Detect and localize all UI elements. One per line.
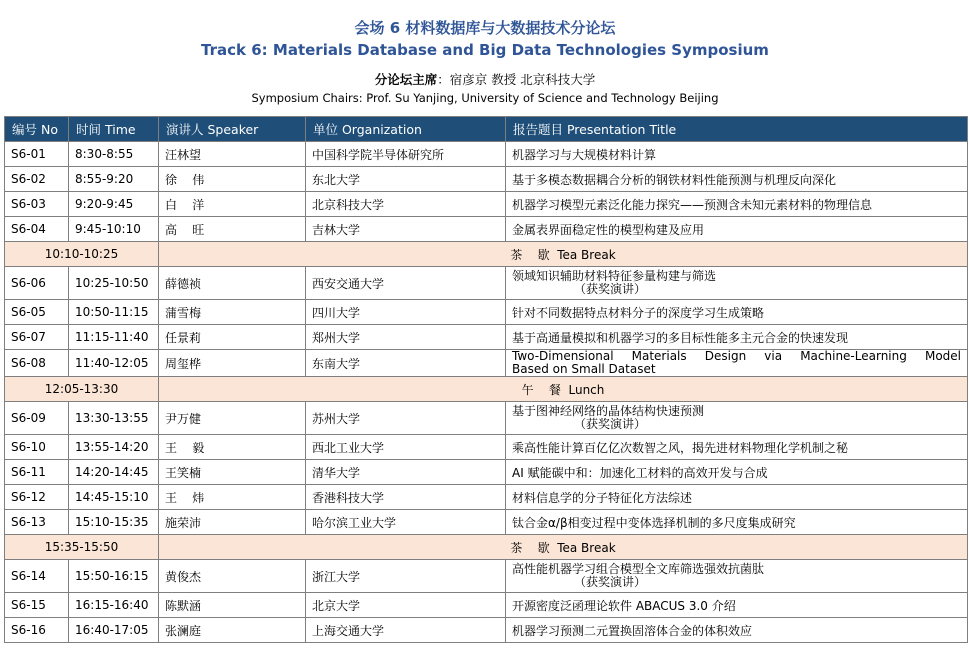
table-row: [5, 217, 968, 242]
cell-title: 乘高性能计算百亿亿次数智之风，揭先进材料物理化学机制之秘: [506, 435, 968, 460]
table-row: [5, 192, 968, 217]
cell-title: 材料信息学的分子特征化方法综述: [506, 485, 968, 510]
cell-speaker: 徐 伟: [159, 167, 306, 192]
cell-speaker: 施荣沛: [159, 510, 306, 535]
break-time: 15:35-15:50: [5, 535, 159, 560]
cell-no: S6-11: [5, 460, 69, 485]
table-row: [5, 560, 968, 593]
cell-title: [506, 350, 968, 377]
cell-no: S6-10: [5, 435, 69, 460]
cell-title: 机器学习预测二元置换固溶体合金的体积效应: [506, 618, 968, 643]
cell-time: 13:55-14:20: [69, 435, 159, 460]
title-text: Two-Dimensional Materials Design via Machine-Learning Model: [512, 349, 961, 363]
page-title-en: Track 6: Materials Database and Big Data Technologies Symposium: [201, 41, 769, 59]
break-time: 10:10-10:25: [5, 242, 159, 267]
table-row: [5, 485, 968, 510]
page-title-cn: 会场 6 材料数据库与大数据技术分论坛: [354, 19, 616, 37]
award-note: （获奖演讲）: [574, 417, 647, 431]
cell-organization: 四川大学: [306, 300, 506, 325]
cell-title: 针对不同数据特点材料分子的深度学习生成策略: [506, 300, 968, 325]
cell-organization: 苏州大学: [306, 402, 506, 435]
cell-title: 基于高通量模拟和机器学习的多目标性能多主元合金的快速发现: [506, 325, 968, 350]
cell-title: [506, 560, 968, 593]
col-header-speaker: 演讲人 Speaker: [159, 117, 306, 142]
cell-speaker: 高 旺: [159, 217, 306, 242]
schedule-table: [4, 116, 968, 643]
cell-time: 14:20-14:45: [69, 460, 159, 485]
cell-speaker: 汪林望: [159, 142, 306, 167]
cell-speaker: 黄俊杰: [159, 560, 306, 593]
cell-time: 9:45-10:10: [69, 217, 159, 242]
chair-line-en: Symposium Chairs: Prof. Su Yanjing, University of Science and Technology Beijing: [251, 91, 719, 105]
cell-speaker: 薛德祯: [159, 267, 306, 300]
chair-name-cn: 宿彦京 教授 北京科技大学: [449, 72, 596, 87]
cell-organization: 浙江大学: [306, 560, 506, 593]
cell-no: S6-05: [5, 300, 69, 325]
cell-speaker: 白 洋: [159, 192, 306, 217]
break-name: 茶 歇 Tea Break: [159, 535, 968, 560]
cell-no: S6-09: [5, 402, 69, 435]
cell-time: 8:55-9:20: [69, 167, 159, 192]
cell-organization: 东北大学: [306, 167, 506, 192]
break-row: [5, 242, 968, 267]
cell-no: S6-14: [5, 560, 69, 593]
break-name: 午 餐 Lunch: [159, 377, 968, 402]
cell-organization: 东南大学: [306, 350, 506, 377]
cell-title: [506, 402, 968, 435]
cell-time: 16:15-16:40: [69, 593, 159, 618]
cell-no: S6-01: [5, 142, 69, 167]
break-row: [5, 377, 968, 402]
table-row: [5, 267, 968, 300]
cell-no: S6-08: [5, 350, 69, 377]
cell-speaker: 张澜庭: [159, 618, 306, 643]
col-header-time: 时间 Time: [69, 117, 159, 142]
cell-no: S6-16: [5, 618, 69, 643]
cell-time: 10:25-10:50: [69, 267, 159, 300]
title-text: 高性能机器学习组合模型全文库筛选强效抗菌肽: [512, 562, 765, 576]
cell-time: 14:45-15:10: [69, 485, 159, 510]
cell-organization: 西安交通大学: [306, 267, 506, 300]
break-name: 茶 歇 Tea Break: [159, 242, 968, 267]
cell-no: S6-02: [5, 167, 69, 192]
cell-no: S6-06: [5, 267, 69, 300]
cell-speaker: 陈默涵: [159, 593, 306, 618]
cell-speaker: 王笑楠: [159, 460, 306, 485]
cell-time: 11:15-11:40: [69, 325, 159, 350]
cell-organization: 香港科技大学: [306, 485, 506, 510]
cell-speaker: 周玺桦: [159, 350, 306, 377]
cell-no: S6-07: [5, 325, 69, 350]
cell-speaker: 蒲雪梅: [159, 300, 306, 325]
chair-label: 分论坛主席: [374, 72, 438, 87]
cell-no: S6-15: [5, 593, 69, 618]
cell-time: 10:50-11:15: [69, 300, 159, 325]
cell-organization: 哈尔滨工业大学: [306, 510, 506, 535]
cell-speaker: 任景莉: [159, 325, 306, 350]
cell-speaker: 王 炜: [159, 485, 306, 510]
table-row: [5, 435, 968, 460]
award-note: （获奖演讲）: [574, 575, 647, 589]
table-header-row: [5, 117, 968, 142]
cell-time: 8:30-8:55: [69, 142, 159, 167]
table-row: [5, 300, 968, 325]
table-row: [5, 142, 968, 167]
cell-organization: 郑州大学: [306, 325, 506, 350]
cell-organization: 吉林大学: [306, 217, 506, 242]
cell-no: S6-03: [5, 192, 69, 217]
cell-organization: 西北工业大学: [306, 435, 506, 460]
cell-title: [506, 267, 968, 300]
cell-title: 机器学习与大规模材料计算: [506, 142, 968, 167]
table-row: [5, 350, 968, 377]
cell-speaker: 王 毅: [159, 435, 306, 460]
cell-title: 机器学习模型元素泛化能力探究——预测含未知元素材料的物理信息: [506, 192, 968, 217]
cell-no: S6-13: [5, 510, 69, 535]
col-header-no: 编号 No: [5, 117, 69, 142]
cell-organization: 中国科学院半导体研究所: [306, 142, 506, 167]
break-row: [5, 535, 968, 560]
cell-time: 13:30-13:55: [69, 402, 159, 435]
col-header-organization: 单位 Organization: [306, 117, 506, 142]
award-note: （获奖演讲）: [574, 282, 647, 296]
title-text-line2: Based on Small Dataset: [512, 362, 656, 376]
chair-separator: ：: [437, 72, 450, 87]
cell-speaker: 尹万健: [159, 402, 306, 435]
break-time: 12:05-13:30: [5, 377, 159, 402]
cell-no: S6-04: [5, 217, 69, 242]
cell-organization: 北京科技大学: [306, 192, 506, 217]
title-text: 领域知识辅助材料特征参量构建与筛选: [512, 269, 717, 283]
cell-time: 15:10-15:35: [69, 510, 159, 535]
cell-title: 金属表界面稳定性的模型构建及应用: [506, 217, 968, 242]
cell-time: 11:40-12:05: [69, 350, 159, 377]
cell-time: 15:50-16:15: [69, 560, 159, 593]
table-row: [5, 402, 968, 435]
cell-organization: 上海交通大学: [306, 618, 506, 643]
cell-title: 基于多模态数据耦合分析的钢铁材料性能预测与机理反向深化: [506, 167, 968, 192]
table-row: [5, 618, 968, 643]
col-header-title: 报告题目 Presentation Title: [506, 117, 968, 142]
cell-organization: 清华大学: [306, 460, 506, 485]
table-row: [5, 325, 968, 350]
cell-title: 开源密度泛函理论软件 ABACUS 3.0 介绍: [506, 593, 968, 618]
cell-no: S6-12: [5, 485, 69, 510]
table-row: [5, 593, 968, 618]
cell-time: 16:40-17:05: [69, 618, 159, 643]
title-text: 基于图神经网络的晶体结构快速预测: [512, 404, 705, 418]
cell-title: 钛合金α/β相变过程中变体选择机制的多尺度集成研究: [506, 510, 968, 535]
table-row: [5, 167, 968, 192]
table-row: [5, 510, 968, 535]
chair-line-cn: [0, 72, 970, 88]
cell-organization: 北京大学: [306, 593, 506, 618]
cell-title: AI 赋能碳中和：加速化工材料的高效开发与合成: [506, 460, 968, 485]
table-row: [5, 460, 968, 485]
cell-time: 9:20-9:45: [69, 192, 159, 217]
